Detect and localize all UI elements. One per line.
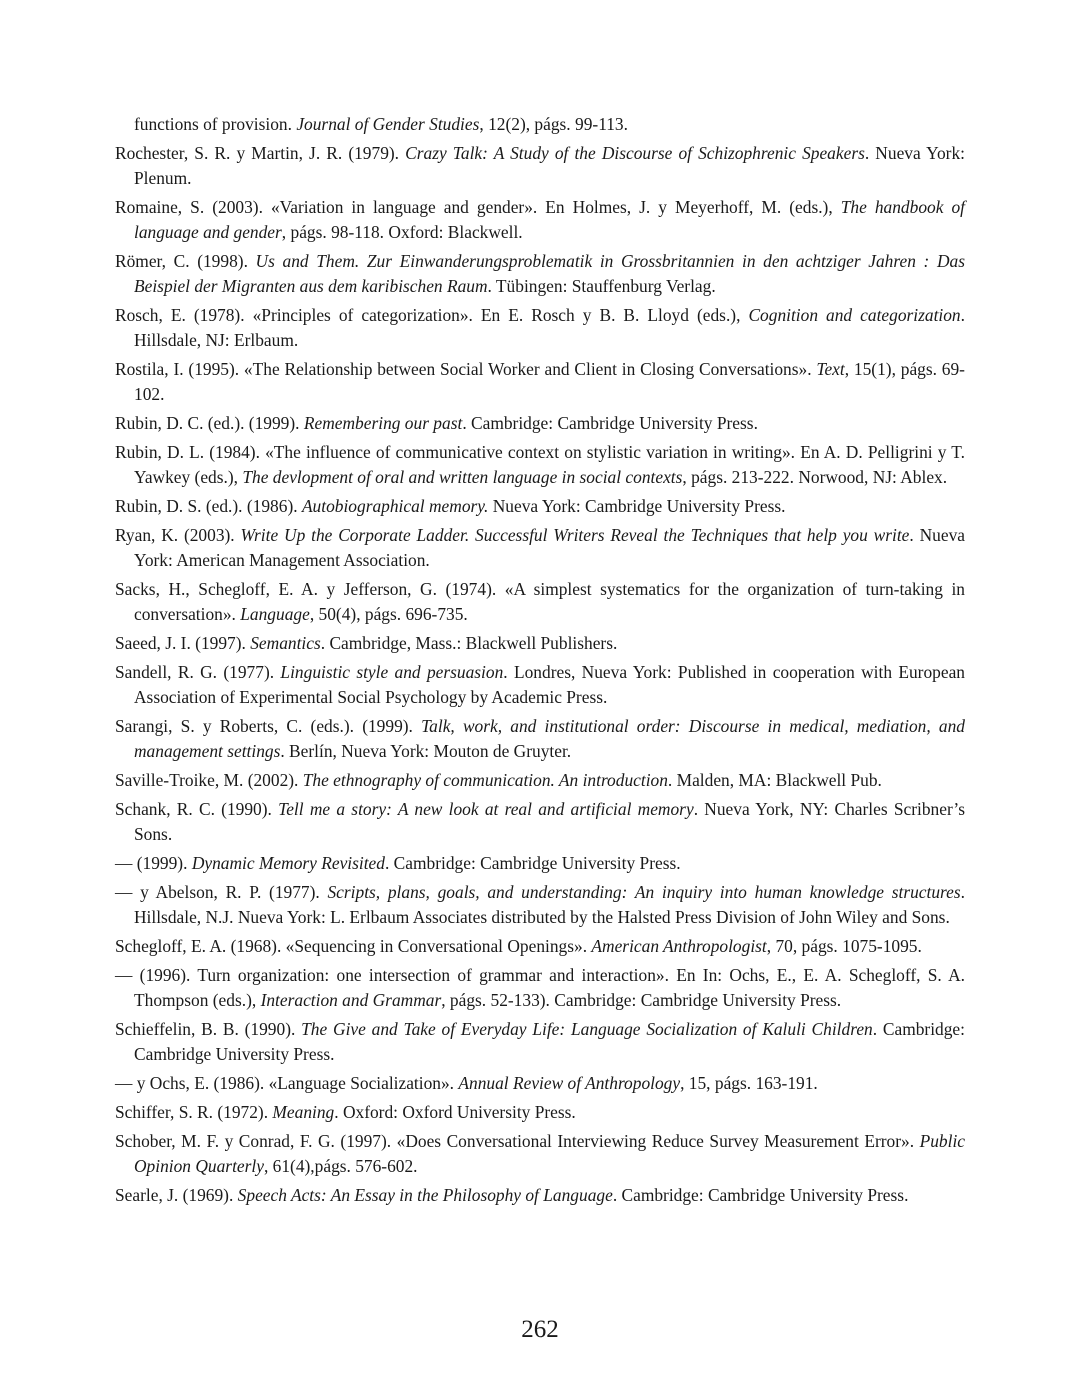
entry-text: , 15(1), págs. 69-102.: [134, 359, 965, 404]
entry-text: . Tübingen: Stauffenburg Verlag.: [487, 276, 716, 296]
bibliography-entry: [115, 357, 965, 407]
entry-title: Us and Them. Zur Einwanderungsproblematik in Grossbritannien in den achtziger Jahren : Das Beispiel der Migranten aus dem karibischen Raum: [134, 251, 965, 296]
bibliography-entry: [115, 249, 965, 299]
bibliography-entry: [115, 714, 965, 764]
entry-text: Schieffelin, B. B. (1990).: [115, 1019, 302, 1039]
bibliography-entry: [115, 141, 965, 191]
entry-text: Sarangi, S. y Roberts, C. (eds.). (1999).: [115, 716, 422, 736]
entry-text: Rostila, I. (1995). «The Relationship between Social Worker and Client in Closing Conversations».: [115, 359, 817, 379]
bibliography-entry: [115, 1017, 965, 1067]
bibliography-entry: [115, 577, 965, 627]
entry-title: Dynamic Memory Revisited: [191, 853, 385, 873]
entry-text: Rubin, D. S. (ed.). (1986).: [115, 496, 302, 516]
entry-text: , págs. 213-222. Norwood, NJ: Ablex.: [682, 467, 948, 487]
bibliography-entry: [115, 112, 965, 137]
bibliography-entry: [115, 523, 965, 573]
entry-text: . Cambridge: Cambridge University Press.: [134, 1019, 965, 1064]
bibliography-entry: [115, 411, 965, 436]
entry-title: The devlopment of oral and written language in social contexts: [242, 467, 683, 487]
entry-text: Rubin, D. C. (ed.). (1999).: [115, 413, 304, 433]
entry-text: . Cambridge, Mass.: Blackwell Publishers.: [320, 633, 618, 653]
bibliography-entry: [115, 1129, 965, 1179]
bibliography-entry: [115, 934, 965, 959]
entry-text: — y Abelson, R. P. (1977).: [115, 882, 328, 902]
entry-text: Romaine, S. (2003). «Variation in language and gender». En Holmes, J. y Meyerhoff, M. (eds.),: [115, 197, 841, 217]
entry-text: Nueva York: Cambridge University Press.: [488, 496, 786, 516]
bibliography-entry: [115, 963, 965, 1013]
entry-title: The ethnography of communication. An introduction: [302, 770, 668, 790]
entry-text: Schank, R. C. (1990).: [115, 799, 279, 819]
entry-title: American Anthropologist: [591, 936, 767, 956]
bibliography-entry: [115, 440, 965, 490]
entry-text: , 50(4), págs. 696-735.: [309, 604, 468, 624]
entry-text: . Londres, Nueva York: Published in cooperation with European Association of Experimental Social Psychology by Academic Press.: [134, 662, 966, 707]
entry-title: Tell me a story: A new look at real and artificial memory: [278, 799, 694, 819]
bibliography-entry: [115, 768, 965, 793]
entry-text: Schegloff, E. A. (1968). «Sequencing in Conversational Openings».: [115, 936, 592, 956]
entry-text: Rubin, D. L. (1984). «The influence of communicative context on stylistic variation in writing». En A. D. Pelligrini y T. Yawkey (eds.),: [115, 442, 965, 487]
entry-title: Write Up the Corporate Ladder. Successful Writers Reveal the Techniques that help you write: [240, 525, 910, 545]
bibliography-list: [115, 112, 965, 1212]
bibliography-entry: [115, 660, 965, 710]
entry-title: Remembering our past: [303, 413, 463, 433]
bibliography-entry: [115, 1071, 965, 1096]
entry-text: . Cambridge: Cambridge University Press.: [462, 413, 758, 433]
entry-title: Autobiographical memory.: [301, 496, 489, 516]
entry-text: , 15, págs. 163-191.: [680, 1073, 818, 1093]
entry-text: , 61(4),págs. 576-602.: [263, 1156, 418, 1176]
entry-text: — (1999).: [115, 853, 192, 873]
entry-text: Schober, M. F. y Conrad, F. G. (1997). «Does Conversational Interviewing Reduce Survey Measurement Error».: [115, 1131, 920, 1151]
entry-title: Journal of Gender Studies: [296, 114, 480, 134]
entry-title: Interaction and Grammar: [260, 990, 442, 1010]
entry-title: Meaning: [272, 1102, 335, 1122]
entry-title: Scripts, plans, goals, and understanding: An inquiry into human knowledge structures: [327, 882, 961, 902]
entry-title: Talk, work, and institutional order: Discourse in medical, mediation, and management settings: [134, 716, 965, 761]
entry-text: — y Ochs, E. (1986). «Language Socialization».: [115, 1073, 459, 1093]
entry-text: , 12(2), págs. 99-113.: [479, 114, 628, 134]
entry-text: . Hillsdale, NJ: Erlbaum.: [134, 305, 965, 350]
entry-text: . Cambridge: Cambridge University Press.: [612, 1185, 909, 1205]
entry-text: Saeed, J. I. (1997).: [115, 633, 251, 653]
entry-text: Rochester, S. R. y Martin, J. R. (1979).: [115, 143, 406, 163]
entry-text: . Nueva York: American Management Association.: [134, 525, 965, 570]
page-number: 262: [521, 1316, 559, 1343]
entry-title: Language: [240, 604, 310, 624]
entry-title: Speech Acts: An Essay in the Philosophy of Language: [237, 1185, 613, 1205]
entry-text: functions of provision.: [134, 114, 297, 134]
entry-title: Cognition and categorization: [748, 305, 961, 325]
entry-text: Sacks, H., Schegloff, E. A. y Jefferson, G. (1974). «A simplest systematics for the organization of turn-taking in conversation».: [115, 579, 965, 624]
entry-title: Text: [816, 359, 845, 379]
bibliography-entry: [115, 303, 965, 353]
bibliography-entry: [115, 851, 965, 876]
entry-title: Public Opinion Quarterly: [134, 1131, 965, 1176]
entry-text: . Oxford: Oxford University Press.: [334, 1102, 576, 1122]
entry-text: , págs. 52-133). Cambridge: Cambridge University Press.: [441, 990, 842, 1010]
entry-title: Linguistic style and persuasion: [280, 662, 504, 682]
bibliography-entry: [115, 195, 965, 245]
entry-text: Searle, J. (1969).: [115, 1185, 238, 1205]
bibliography-entry: [115, 1100, 965, 1125]
entry-text: — (1996). Turn organization: one intersection of grammar and interaction». En In: Ochs, E., E. A. Schegloff, S. A. Thompson (eds.),: [115, 965, 965, 1010]
entry-title: Annual Review of Anthropology: [458, 1073, 681, 1093]
bibliography-entry: [115, 797, 965, 847]
entry-title: The handbook of language and gender: [134, 197, 965, 242]
bibliography-entry: [115, 1183, 965, 1208]
entry-text: . Nueva York, NY: Charles Scribner’s Sons.: [134, 799, 965, 844]
bibliography-entry: [115, 494, 965, 519]
entry-text: . Berlín, Nueva York: Mouton de Gruyter.: [280, 741, 572, 761]
entry-text: Rosch, E. (1978). «Principles of categorization». En E. Rosch y B. B. Lloyd (eds.),: [115, 305, 749, 325]
entry-title: The Give and Take of Everyday Life: Language Socialization of Kaluli Children: [301, 1019, 873, 1039]
entry-title: Semantics: [250, 633, 321, 653]
entry-text: Saville-Troike, M. (2002).: [115, 770, 303, 790]
entry-text: , 70, págs. 1075-1095.: [766, 936, 922, 956]
entry-text: . Hillsdale, N.J. Nueva York: L. Erlbaum Associates distributed by the Halsted Press Division of John Wiley and Sons.: [134, 882, 965, 927]
entry-text: Römer, C. (1998).: [115, 251, 256, 271]
entry-text: . Nueva York: Plenum.: [134, 143, 965, 188]
entry-text: . Malden, MA: Blackwell Pub.: [667, 770, 882, 790]
entry-title: Crazy Talk: A Study of the Discourse of Schizophrenic Speakers: [405, 143, 865, 163]
entry-text: . Cambridge: Cambridge University Press.: [384, 853, 681, 873]
entry-text: Sandell, R. G. (1977).: [115, 662, 281, 682]
entry-text: Schiffer, S. R. (1972).: [115, 1102, 273, 1122]
bibliography-entry: [115, 631, 965, 656]
entry-text: , págs. 98-118. Oxford: Blackwell.: [281, 222, 523, 242]
bibliography-entry: [115, 880, 965, 930]
entry-text: Ryan, K. (2003).: [115, 525, 241, 545]
